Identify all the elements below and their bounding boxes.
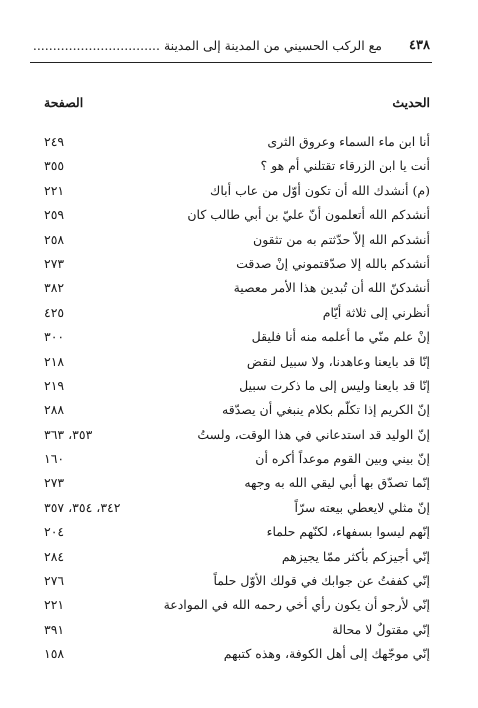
page-numbers: ٢٢١ — [44, 182, 65, 198]
index-entry — [44, 232, 430, 256]
page-number: ٤٣٨ — [409, 38, 430, 53]
page-numbers: ١٦٠ — [44, 451, 65, 467]
hadith-text: أنا ابن ماء السماء وعروق الثرى — [267, 134, 430, 149]
hadith-text: إنّ بيني وبين القوم موعداً أكره أن — [255, 451, 430, 467]
index-entry — [44, 354, 430, 378]
index-entry — [44, 329, 430, 353]
hadith-text: إنّي كففتُ عن جوابك في قولك الأوّل حلماً — [213, 573, 430, 589]
page-numbers: ٣٨٢ — [44, 280, 65, 296]
page-numbers: ٣٩١ — [44, 621, 65, 637]
hadith-text: إنّ الوليد قد استدعاني في هذا الوقت، ولستُ — [197, 426, 430, 442]
index-entry — [44, 573, 430, 597]
index-entry — [44, 280, 430, 304]
page-numbers: ٢٢١ — [44, 597, 65, 613]
index-entry — [44, 256, 430, 280]
index-entry — [44, 475, 430, 499]
hadith-text: أنشدكم الله أتعلمون أنّ عليّ بن أبي طالب كان — [187, 207, 430, 223]
page-numbers: ٢٥٨ — [44, 231, 65, 247]
hadith-text: (م) أنشدك الله أن تكون أوّل من عاب أباك — [210, 182, 430, 198]
page-numbers: ٣٤٢، ٣٥٤، ٣٥٧ — [44, 499, 121, 515]
hadith-text: إنّي مقتولٌ لا محالة — [332, 621, 430, 637]
hadith-text: إنّ مثلي لايعطي بيعته سرّاً — [294, 499, 430, 515]
index-entry — [44, 646, 430, 670]
index-entry — [44, 622, 430, 646]
index-entry — [44, 500, 430, 524]
page-numbers: ٢١٨ — [44, 353, 65, 369]
index-entry — [44, 427, 430, 451]
page-numbers: ٢٤٩ — [44, 134, 65, 149]
page-numbers: ٢٧٣ — [44, 255, 65, 271]
index-entry — [44, 207, 430, 231]
page-numbers: ٢٨٤ — [44, 548, 65, 564]
hadith-text: أنشدكنّ الله أن تُبدين هذا الأمر معصية — [233, 280, 430, 296]
hadith-text: إنّ الكريم إذا تكلّم بكلام ينبغي أن يصدّقه — [222, 402, 430, 418]
page-numbers: ٣٥٥ — [44, 158, 65, 174]
index-entry — [44, 158, 430, 182]
index-entry — [44, 451, 430, 475]
index-entry — [44, 305, 430, 329]
hadith-text: أنظرني إلى ثلاثة أيّام — [322, 304, 430, 320]
page-numbers: ٣٥٣، ٣٦٣ — [44, 426, 93, 442]
page-numbers: ٣٠٠ — [44, 329, 65, 345]
header-rule — [30, 62, 432, 63]
page-numbers: ٤٢٥ — [44, 304, 65, 320]
page-numbers: ٢٨٨ — [44, 402, 65, 418]
column-header-hadith: الحديث — [392, 95, 430, 110]
index-list — [44, 134, 430, 671]
index-entry — [44, 402, 430, 426]
hadith-text: أنت يا ابن الزرقاء تقتلني أم هو ؟ — [260, 158, 430, 174]
page-numbers: ٢٠٤ — [44, 524, 65, 540]
index-entry — [44, 549, 430, 573]
index-entry — [44, 134, 430, 158]
running-head — [30, 38, 430, 60]
hadith-text: إنّي أجيزكم بأكثر ممّا يجيزهم — [281, 548, 430, 564]
leader-dots: ................................ — [32, 38, 160, 53]
hadith-text: إنّهم ليسوا بسفهاء، لكنّهم حلماء — [266, 524, 430, 540]
running-head-title — [30, 38, 382, 53]
column-header-page: الصفحة — [44, 95, 84, 110]
hadith-text: إنّي لأرجو أن يكون رأي أخي رحمه الله في الموادعة — [163, 597, 430, 613]
page-numbers: ٢٧٦ — [44, 573, 65, 589]
hadith-text: إنّا قد بايعنا وعاهدنا، ولا سبيل لنقض — [246, 353, 430, 369]
index-entry — [44, 597, 430, 621]
page-numbers: ٢٧٣ — [44, 475, 65, 491]
hadith-text: إنّا قد بايعنا وليس إلى ما ذكرت سبيل — [239, 377, 430, 393]
hadith-text: أنشدكم بالله إلا صدّقتموني إنْ صدقت — [236, 255, 430, 271]
hadith-text: أنشدكم الله إلاّ حدّثتم به من تثقون — [253, 231, 430, 247]
index-entry — [44, 524, 430, 548]
index-entry — [44, 183, 430, 207]
index-entry — [44, 378, 430, 402]
page-numbers: ٢٥٩ — [44, 207, 65, 223]
hadith-text: إنّي موجّهك إلى أهل الكوفة، وهذه كتبهم — [223, 646, 430, 662]
page-numbers: ٢١٩ — [44, 377, 65, 393]
page-numbers: ١٥٨ — [44, 646, 65, 662]
hadith-text: إنْ علم منّي ما أعلمه منه أنا فليقل — [251, 329, 430, 345]
hadith-text: إنّما تصدّق بها أبي ليقي الله به وجهه — [244, 475, 430, 491]
book-title: مع الركب الحسيني من المدينة إلى المدينة — [163, 38, 382, 53]
